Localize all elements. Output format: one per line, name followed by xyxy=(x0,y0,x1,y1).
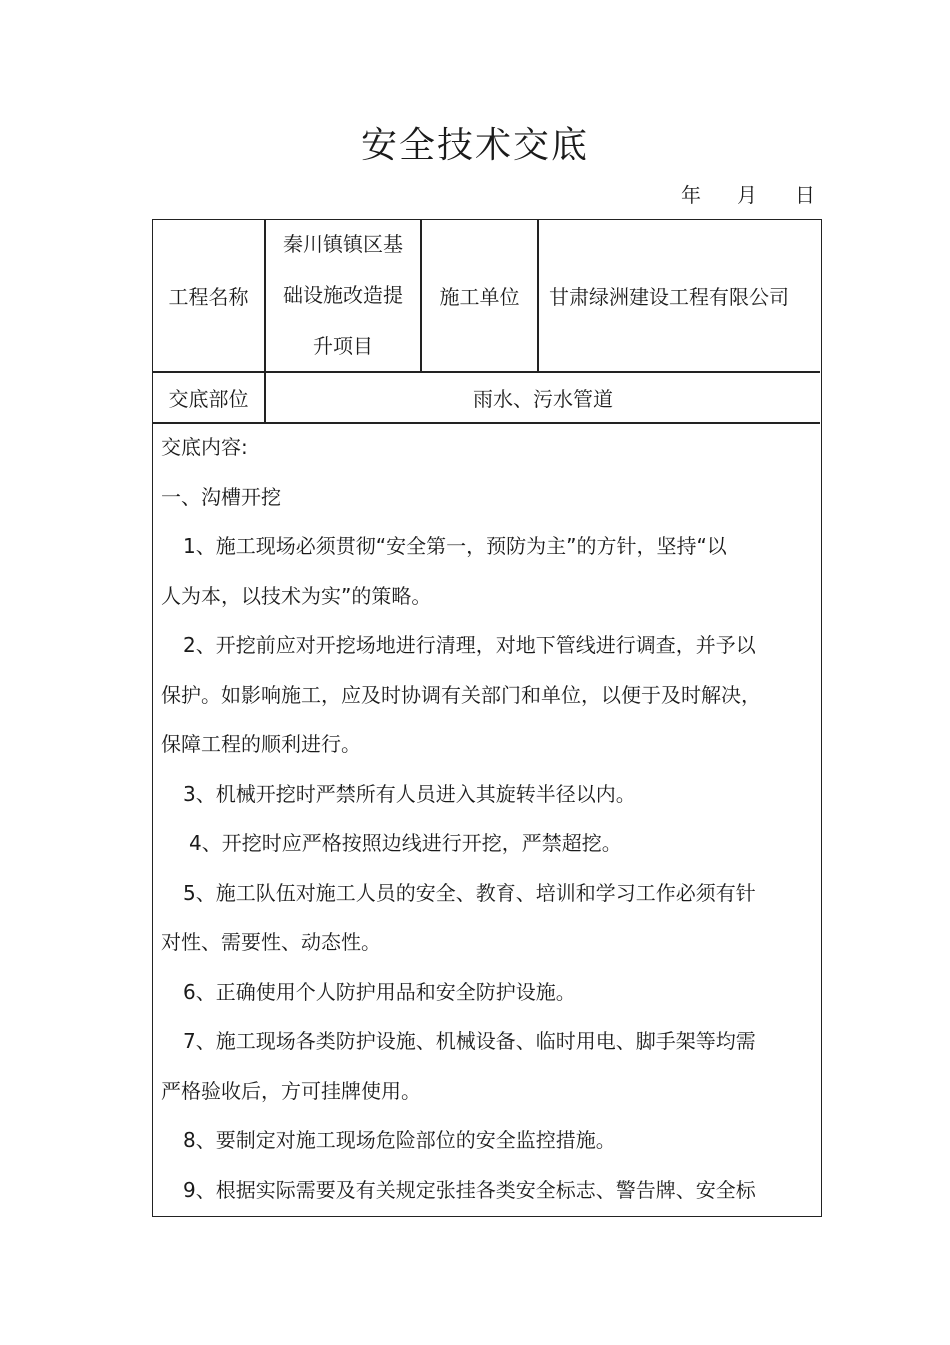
content-line: 保障工程的顺利进行。 xyxy=(161,732,361,756)
document-title: 安全技术交底 xyxy=(360,125,589,166)
disclosure-part-label: 交底部位 xyxy=(168,386,249,411)
content-line: 人为本，以技术为实”的策略。 xyxy=(161,583,432,608)
project-name-line: 升项目 xyxy=(313,334,373,358)
content-line: 严格验收后，方可挂牌使用。 xyxy=(161,1078,421,1103)
content-line: 5、施工队伍对施工人员的安全、教育、培训和学习工作必须有针 xyxy=(183,880,756,905)
content-line: 3、机械开挖时严禁所有人员进入其旋转半径以内。 xyxy=(183,781,636,806)
content-line: 4、开挖时应严格按照边线进行开挖，严禁超挖。 xyxy=(189,831,622,855)
project-name-label: 工程名称 xyxy=(168,285,249,309)
construction-unit-value: 甘肃绿洲建设工程有限公司 xyxy=(549,285,789,309)
date-line xyxy=(0,180,950,210)
content-line: 7、施工现场各类防护设施、机械设备、临时用电、脚手架等均需 xyxy=(183,1029,756,1053)
project-name-line: 秦川镇镇区基 xyxy=(283,232,403,256)
content-line: 9、根据实际需要及有关规定张挂各类安全标志、警告牌、安全标 xyxy=(183,1177,756,1202)
date-day: 日 xyxy=(795,183,815,207)
date-month: 月 xyxy=(737,183,757,207)
disclosure-table xyxy=(152,219,822,1217)
section-heading: 一、沟槽开挖 xyxy=(161,484,281,509)
content-line: 8、要制定对施工现场危险部位的安全监控措施。 xyxy=(183,1128,616,1152)
content-line: 2、开挖前应对开挖场地进行清理，对地下管线进行调查，并予以 xyxy=(183,633,756,657)
content-heading: 交底内容: xyxy=(161,435,248,459)
content-line: 保护。如影响施工，应及时协调有关部门和单位，以便于及时解决， xyxy=(161,682,761,707)
disclosure-part-value: 雨水、污水管道 xyxy=(473,386,613,411)
content-line: 1、施工现场必须贯彻“安全第一，预防为主”的方针，坚持“以 xyxy=(183,534,727,558)
construction-unit-label: 施工单位 xyxy=(439,285,520,309)
content-line: 6、正确使用个人防护用品和安全防护设施。 xyxy=(183,979,576,1004)
content-line: 对性、需要性、动态性。 xyxy=(161,930,381,954)
project-name-line: 础设施改造提 xyxy=(283,283,403,307)
project-name-value xyxy=(266,220,420,371)
date-year: 年 xyxy=(681,183,701,207)
disclosure-content xyxy=(161,423,811,1215)
